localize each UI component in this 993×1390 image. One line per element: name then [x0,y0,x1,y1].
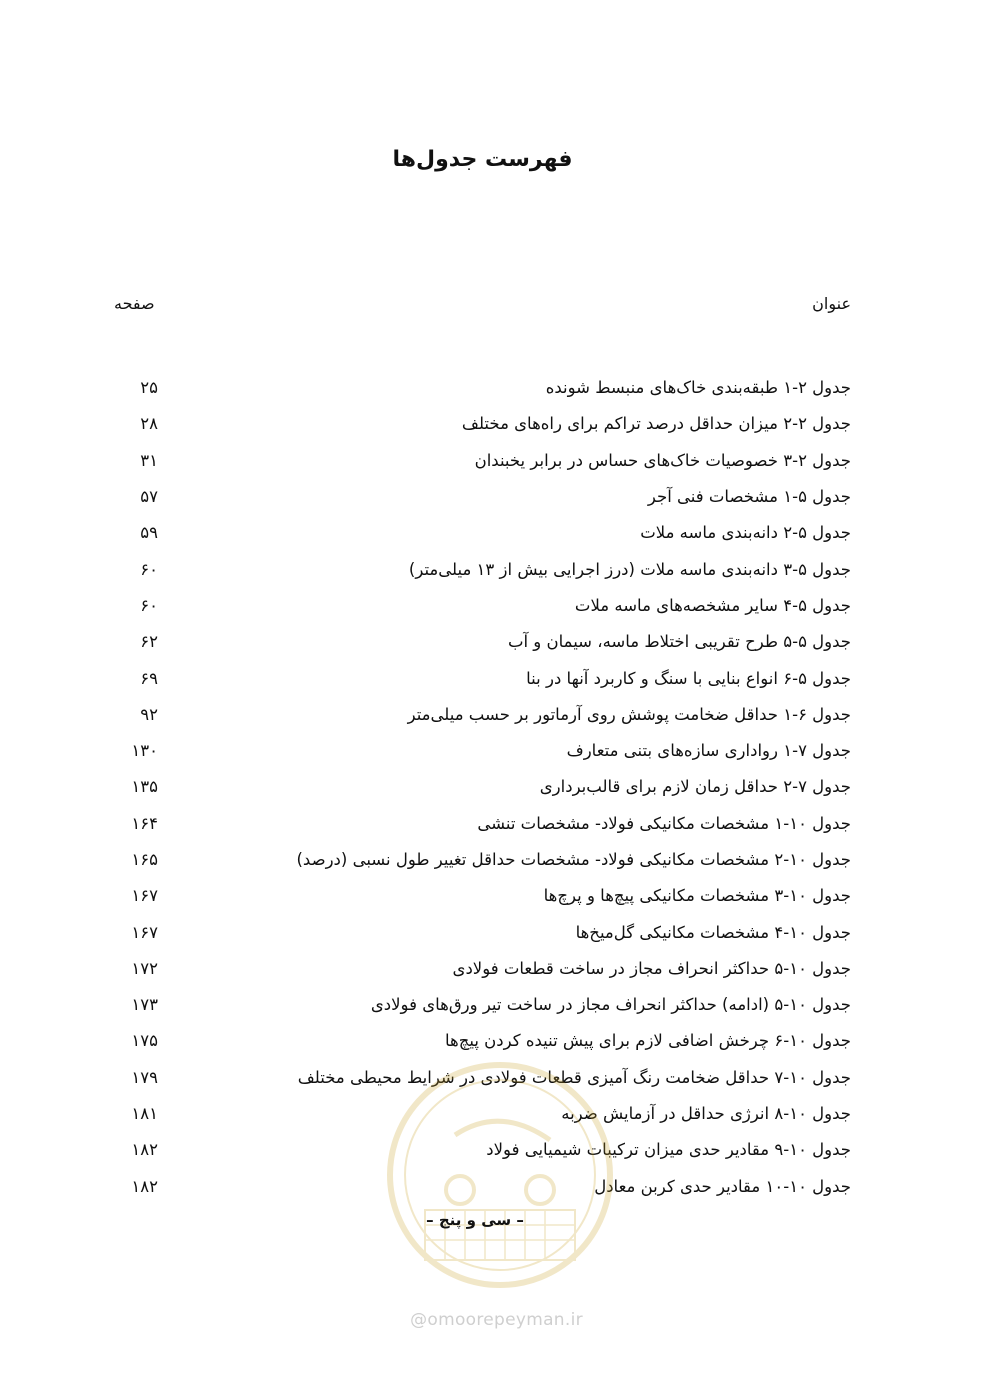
toc-entry-title: جدول ۵-۳ دانه‌بندی ماسه ملات (درز اجرایی بیش از ۱۳ میلی‌متر) [408,559,851,579]
toc-entry-page: ۱۳۰ [131,741,158,761]
toc-entry[interactable] [114,660,851,696]
toc-entry[interactable] [114,1132,851,1168]
toc-entry-page: ۲۸ [140,414,158,434]
toc-entry[interactable] [114,733,851,769]
table-of-contents [114,370,851,1205]
toc-entry-page: ۳۱ [140,450,158,470]
toc-entry-page: ۱۸۲ [131,1176,158,1196]
toc-entry-title: جدول ۲-۳ خصوصیات خاک‌های حساس در برابر یخبندان [474,450,851,470]
toc-entry-page: ۱۸۲ [131,1140,158,1160]
toc-entry-title: جدول ۵-۴ سایر مشخصه‌های ماسه ملات [574,595,851,615]
toc-entry-page: ۱۶۷ [131,886,158,906]
toc-entry-title: جدول ۱۰-۴ مشخصات مکانیکی گل‌میخ‌ها [575,922,851,942]
toc-entry[interactable] [114,842,851,878]
toc-entry-title: جدول ۱۰-۶ چرخش اضافی لازم برای پیش تنیده کردن پیچ‌ها [444,1031,851,1051]
toc-entry[interactable] [114,479,851,515]
toc-entry-page: ۱۶۵ [131,850,158,869]
toc-entry-page: ۱۷۵ [131,1031,158,1051]
toc-entry-page: ۱۷۲ [131,958,158,978]
toc-entry[interactable] [114,951,851,987]
toc-entry-title: جدول ۵-۲ دانه‌بندی ماسه ملات [640,523,851,543]
toc-entry-title: جدول ۵-۶ انواع بنایی با سنگ و کاربرد آنها در بنا [526,668,851,688]
toc-entry-page: ۵۷ [140,487,158,507]
column-header-title: عنوان [812,294,851,313]
toc-entry[interactable] [114,624,851,660]
toc-entry-title: جدول ۷-۱ رواداری سازه‌های بتنی متعارف [566,741,851,761]
toc-entry[interactable] [114,588,851,624]
toc-entry-page: ۶۲ [140,632,158,652]
toc-entry[interactable] [114,769,851,805]
toc-entry[interactable] [114,1023,851,1059]
toc-entry-page: ۱۶۷ [131,922,158,942]
toc-entry[interactable] [114,370,851,406]
toc-entry[interactable] [114,697,851,733]
toc-entry[interactable] [114,806,851,842]
toc-entry-page: ۱۶۴ [131,813,158,833]
toc-entry[interactable] [114,878,851,914]
toc-entry-page: ۱۳۵ [131,777,158,797]
toc-entry-title: جدول ۵-۱ مشخصات فنی آجر [647,487,851,507]
toc-entry-page: ۶۰ [140,559,158,579]
toc-entry[interactable] [114,1169,851,1205]
toc-entry[interactable] [114,406,851,442]
toc-entry-page: ۱۷۹ [131,1067,158,1087]
toc-entry-title: جدول ۶-۱ حداقل ضخامت پوشش روی آرماتور بر حسب میلی‌متر [407,704,851,724]
toc-entry-page: ۲۵ [140,378,158,398]
toc-entry-title: جدول ۱۰-۱ مشخصات مکانیکی فولاد- مشخصات تنشی [477,813,851,833]
page-number: – سی و پنج – [426,1211,524,1229]
column-header-page: صفحه [114,294,155,313]
toc-entry-page: ۵۹ [140,523,158,543]
toc-entry-page: ۱۸۱ [131,1104,158,1124]
toc-entry-title: جدول ۵-۵ طرح تقریبی اختلاط ماسه، سیمان و آب [507,632,851,652]
toc-entry-title: جدول ۱۰-۲ مشخصات مکانیکی فولاد- مشخصات حداقل تغییر طول نسبی (درصد) [296,850,851,869]
toc-entry[interactable] [114,987,851,1023]
toc-entry[interactable] [114,914,851,950]
toc-entry-title: جدول ۱۰-۸ انرژی حداقل در آزمایش ضربه [561,1104,851,1124]
toc-entry[interactable] [114,443,851,479]
watermark-url: @omoorepeyman.ir [410,1310,583,1330]
toc-entry-page: ۶۰ [140,595,158,615]
toc-entry-title: جدول ۷-۲ حداقل زمان لازم برای قالب‌برداری [539,777,851,797]
toc-entry-page: ۹۲ [140,704,158,724]
toc-entry-title: جدول ۱۰-۹ مقادیر حدی میزان ترکیبات شیمیایی فولاد [486,1140,851,1160]
toc-entry-title: جدول ۱۰-۷ حداقل ضخامت رنگ آمیزی قطعات فولادی در شرایط محیطی مختلف [297,1067,851,1087]
page-title: فهرست جدول‌ها [392,147,573,172]
toc-entry[interactable] [114,1096,851,1132]
toc-entry-title: جدول ۱۰-۳ مشخصات مکانیکی پیچ‌ها و پرچ‌ها [543,886,851,906]
toc-entry-title: جدول ۱۰-۵ حداکثر انحراف مجاز در ساخت قطعات فولادی [452,958,851,978]
toc-entry-title: جدول ۱۰-۵ (ادامه) حداکثر انحراف مجاز در ساخت تیر ورق‌های فولادی [370,995,851,1015]
toc-entry[interactable] [114,551,851,587]
toc-entry[interactable] [114,515,851,551]
toc-entry[interactable] [114,1060,851,1096]
toc-entry-page: ۱۷۳ [131,995,158,1015]
toc-entry-title: جدول ۱۰-۱۰ مقادیر حدی کربن معادل [594,1176,851,1196]
toc-entry-page: ۶۹ [140,668,158,688]
toc-entry-title: جدول ۲-۱ طبقه‌بندی خاک‌های منبسط شونده [545,378,851,398]
toc-entry-title: جدول ۲-۲ میزان حداقل درصد تراکم برای راه‌های مختلف [461,414,851,434]
